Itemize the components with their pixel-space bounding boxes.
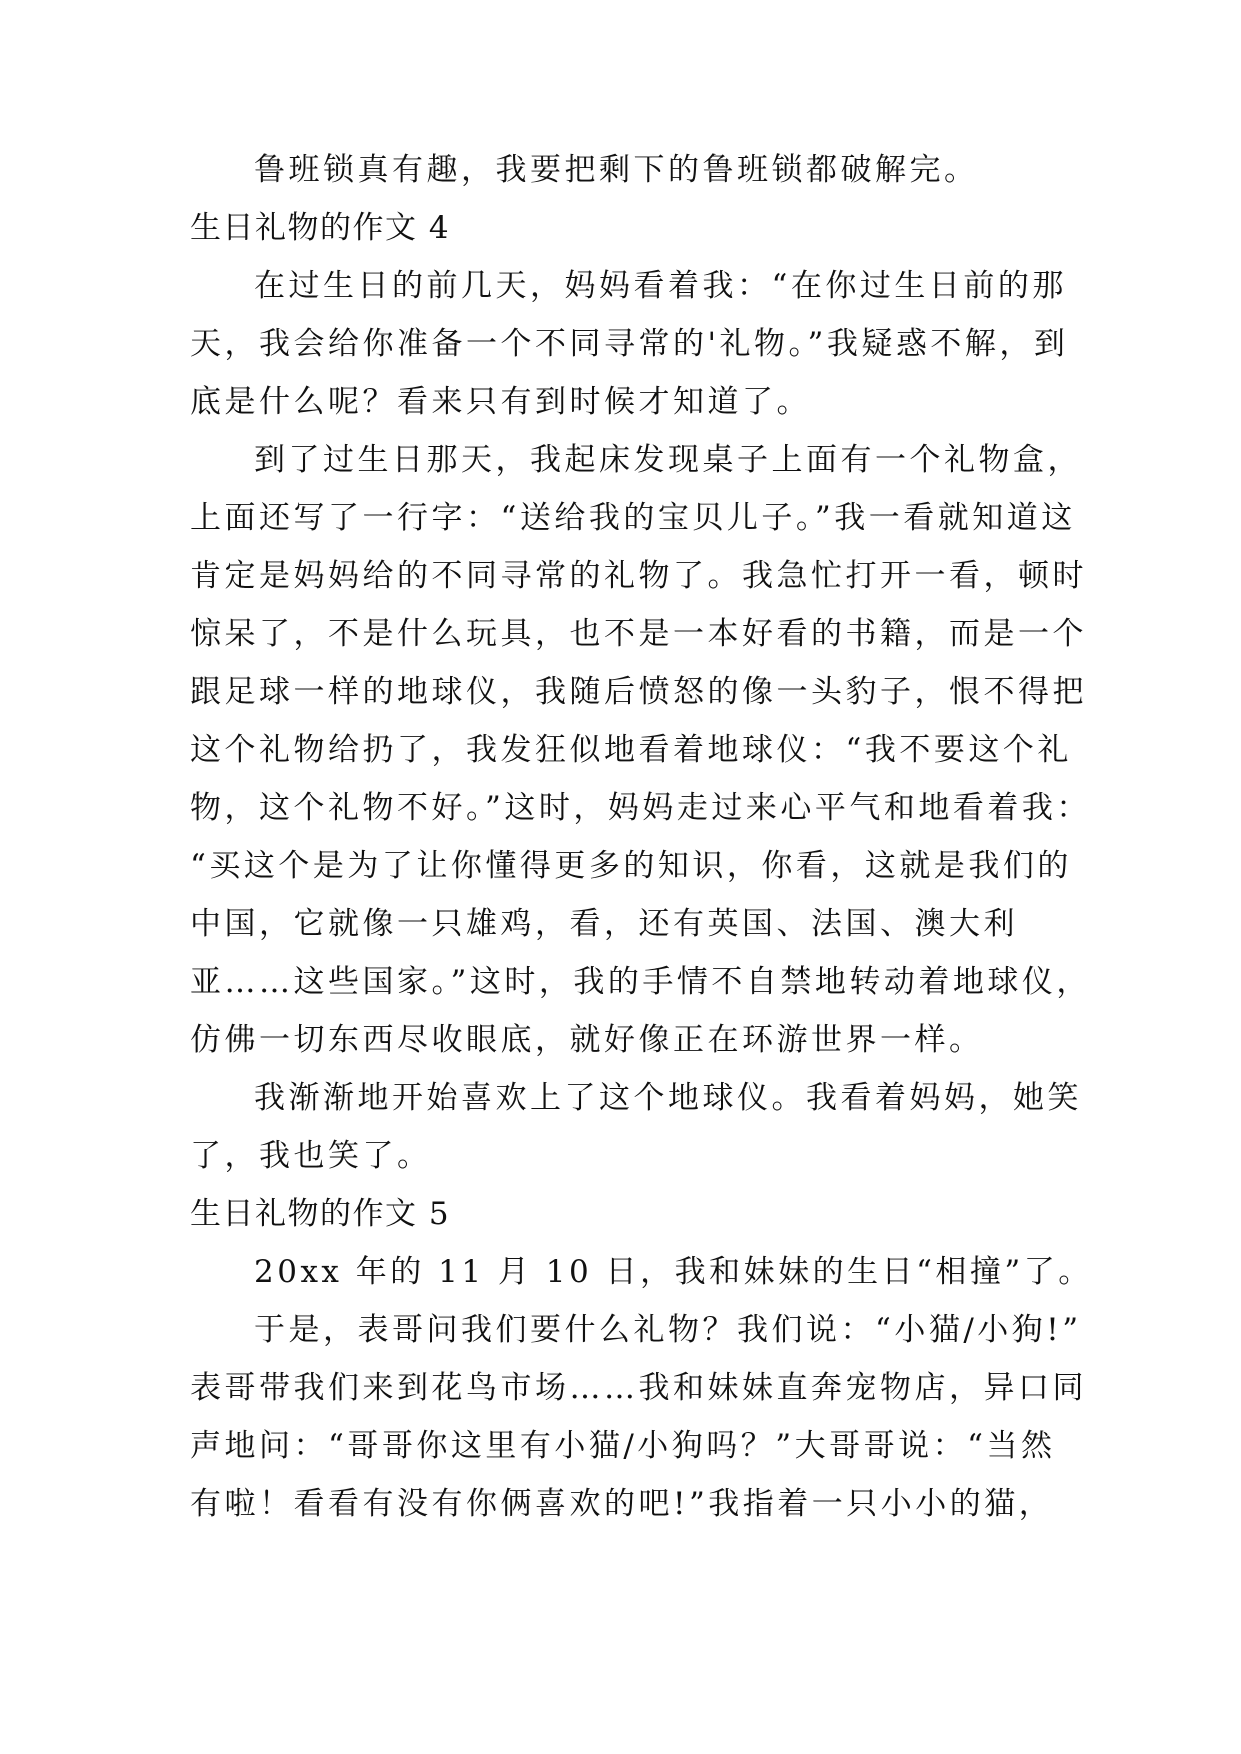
paragraph-line: 物，这个礼物不好。”这时，妈妈走过来心平气和地看着我： <box>190 790 1091 826</box>
paragraph-line: 上面还写了一行字：“送给我的宝贝儿子。”我一看就知道这 <box>190 500 1076 536</box>
paragraph-line: 于是，表哥问我们要什么礼物？我们说：“小猫/小狗!” <box>254 1312 1082 1348</box>
paragraph-line: “买这个是为了让你懂得更多的知识，你看，这就是我们的 <box>190 848 1072 884</box>
paragraph-line: 20xx 年的 11 月 10 日，我和妹妹的生日“相撞”了。 <box>254 1254 1093 1290</box>
paragraph-line: 天，我会给你准备一个不同寻常的'礼物。”我疑惑不解，到 <box>190 326 1069 362</box>
paragraph-line: 到了过生日那天，我起床发现桌子上面有一个礼物盒， <box>254 442 1082 478</box>
paragraph-line: 声地问：“哥哥你这里有小猫/小狗吗？”大哥哥说：“当然 <box>190 1428 1056 1464</box>
paragraph-line: 仿佛一切东西尽收眼底，就好像正在环游世界一样。 <box>190 1022 984 1058</box>
paragraph-line: 这个礼物给扔了，我发狂似地看着地球仪：“我不要这个礼 <box>190 732 1072 768</box>
paragraph-line: 表哥带我们来到花鸟市场……我和妹妹直奔宠物店，异口同 <box>190 1370 1087 1406</box>
section-heading: 生日礼物的作文 5 <box>190 1196 451 1232</box>
paragraph-line: 惊呆了，不是什么玩具，也不是一本好看的书籍，而是一个 <box>190 616 1087 652</box>
paragraph-line: 亚……这些国家。”这时，我的手情不自禁地转动着地球仪， <box>190 964 1091 1000</box>
paragraph-line: 跟足球一样的地球仪，我随后愤怒的像一头豹子，恨不得把 <box>190 674 1087 710</box>
paragraph-line: 在过生日的前几天，妈妈看着我：“在你过生日前的那 <box>254 268 1067 304</box>
paragraph-line: 中国，它就像一只雄鸡，看，还有英国、法国、澳大利 <box>190 906 1018 942</box>
paragraph-line: 底是什么呢？看来只有到时候才知道了。 <box>190 384 811 420</box>
paragraph-line: 我渐渐地开始喜欢上了这个地球仪。我看着妈妈，她笑 <box>254 1080 1082 1116</box>
paragraph-line: 肯定是妈妈给的不同寻常的礼物了。我急忙打开一看，顿时 <box>190 558 1087 594</box>
paragraph-line: 有啦！看看有没有你俩喜欢的吧!”我指着一只小小的猫， <box>190 1486 1054 1522</box>
section-heading: 生日礼物的作文 4 <box>190 210 451 246</box>
paragraph-line: 了，我也笑了。 <box>190 1138 432 1174</box>
paragraph-line: 鲁班锁真有趣，我要把剩下的鲁班锁都破解完。 <box>254 152 979 188</box>
